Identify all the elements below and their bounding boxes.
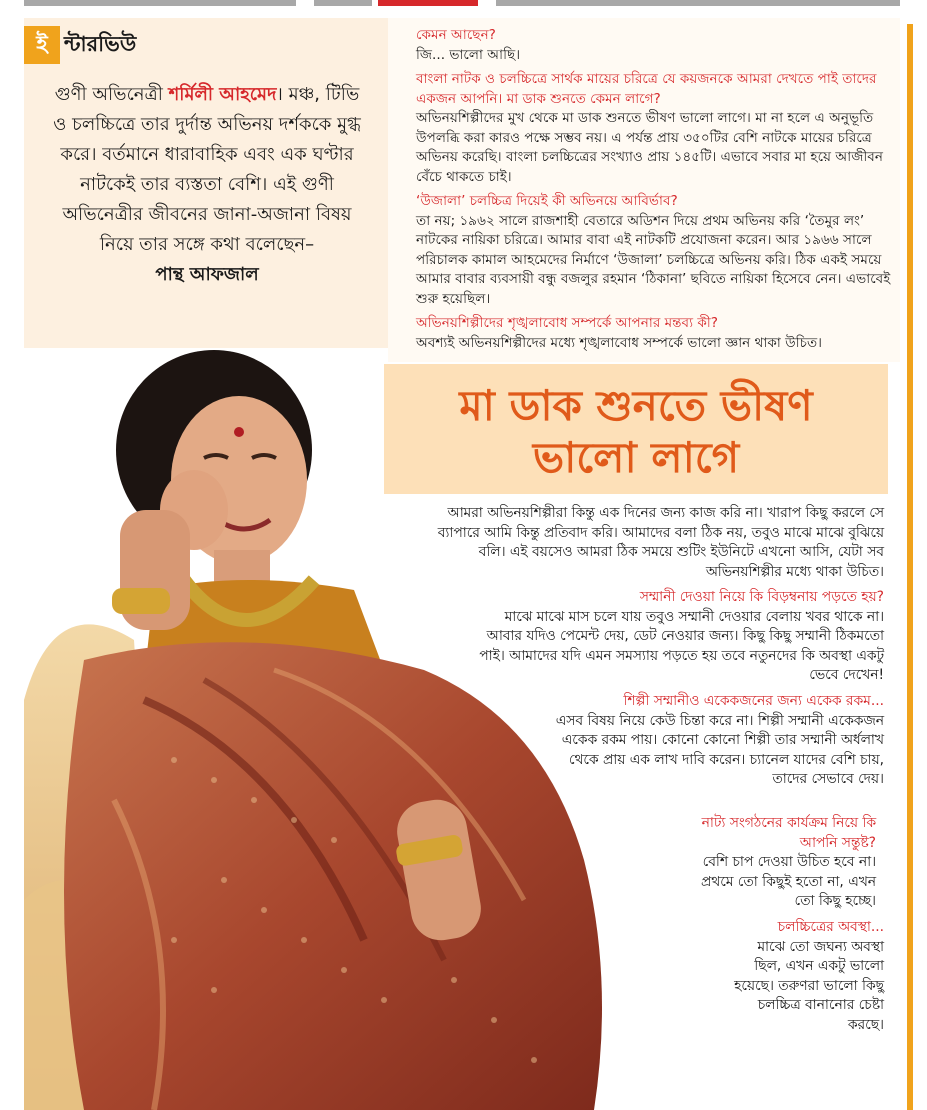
answer-discipline	[410, 504, 884, 582]
intro-lead: গুণী অভিনেত্রী	[54, 84, 169, 105]
answer: আমরা অভিনয়শিল্পীরা কিন্তু এক দিনের জন্য কাজ করি না। খারাপ কিছু করলে সে ব্যাপারে আমি কিন্তু প্রতিবাদ করি। আমাদের বলা ঠিক নয়, তবুও মাঝে মাঝে বুঝিয়ে বলি। এই বয়সেও আমরা ঠিক সময়ে শুটিং ইউনিটে এখনো আসি, যেটা সব অভিনয়শিল্পীর মধ্যে থাকা উচিত।	[437, 505, 884, 580]
qa-bottom-3	[530, 692, 884, 790]
question: ‘উজালা’ চলচ্চিত্র দিয়েই কী অভিনয়ে আবির্ভাব?	[416, 193, 678, 209]
qa-top-1	[416, 26, 894, 65]
answer: মাঝে তো জঘন্য অবস্থা ছিল, এখন একটু ভালো হয়েছে। তরুণরা ভালো কিছু চলচ্চিত্র বানানোর চেষ্টা করছে।	[734, 938, 884, 1033]
question: কেমন আছেন?	[416, 27, 496, 43]
answer: তা নয়; ১৯৬২ সালে রাজশাহী বেতারে অডিশন দিয়ে প্রথম অভিনয় করি ‘তৈমুর লং’ নাটকের নায়িকা চরিত্রে। আমার বাবা এই নাটকটি প্রযোজনা করেন। আর ১৯৬৬ সালে পরিচালক কামাল আহমেদের নির্মাণে ‘উজালা’ চলচ্চিত্রে অভিনয় করি। ঠিক একই সময়ে আমার বাবার ব্যবসায়ী বন্ধু বজলুর রহমান ‘ঠিকানা’ ছবিতে নায়িকা হিসেবে নেন। এভাবেই শুরু হয়েছিল।	[416, 212, 891, 307]
top-strip-gray-mid	[314, 0, 372, 6]
question: শিল্পী সম্মানীও একেকজনের জন্য একেক রকম...	[623, 693, 884, 709]
qa-bottom-5	[730, 918, 884, 1036]
byline: পান্থ আফজাল	[155, 264, 259, 285]
qa-bottom-4	[680, 814, 876, 912]
answer: জি... ভালো আছি।	[416, 46, 521, 63]
answer: এসব বিষয় নিয়ে কেউ চিন্তা করে না। শিল্পী সম্মানী একেকজন একেক রকম পায়। কোনো কোনো শিল্পী তার সম্মানী অর্ধলাখ থেকে প্রায় এক লাখ দাবি করেন। চ্যানেল যাদের বেশি চায়, তাদের সেভাবে দেয়।	[555, 712, 884, 788]
answer: অভিনয়শিল্পীদের মুখ থেকে মা ডাক শুনতে ভীষণ ভালো লাগে। মা না হলে এ অনুভূতি উপলব্ধি করা কারও পক্ষে সম্ভব নয়। এ পর্যন্ত প্রায় ৩৫০টির বেশি নাটকে মায়ের চরিত্রে অভিনয় করেছি। বাংলা চলচ্চিত্রের সংখ্যাও প্রায় ১৪৫টি। এভাবে সবার মা হয়ে আজীবন বেঁচে থাকতে চাই।	[416, 110, 883, 185]
question: চলচ্চিত্রের অবস্থা...	[777, 919, 884, 935]
section-tag	[24, 26, 136, 64]
top-strip-gray-right	[496, 0, 900, 6]
headline-line-1: মা ডাক শুনতে ভীষণ	[459, 381, 813, 430]
qa-top-3	[416, 192, 894, 310]
top-strip-red	[378, 0, 478, 6]
intro-body: । মঞ্চ, টিভি ও চলচ্চিত্রে তার দুর্দান্ত অভিনয় দর্শককে মুগ্ধ করে। বর্তমানে ধারাবাহিক এবং এক ঘণ্টার নাটকেই তার ব্যস্ততা বেশি। এই গুণী অভিনেত্রীর জীবনের জানা-অজানা বিষয় নিয়ে তার সঙ্গে কথা বলেছেন–	[53, 84, 361, 255]
section-tag-label: ন্টারভিউ	[64, 31, 137, 56]
question: বাংলা নাটক ও চলচ্চিত্রে সার্থক মায়ের চরিত্রে যে কয়জনকে আমরা দেখতে পাই তাদের একজন আপনি। মা ডাক শুনতে কেমন লাগে?	[416, 71, 877, 107]
right-edge-rule	[907, 24, 913, 1110]
interviewee-name: শর্মিলী আহমেদ	[168, 84, 277, 105]
answer: মাঝে মাঝে মাস চলে যায় তবুও সম্মানী দেওয়ার বেলায় খবর থাকে না। আবার যদিও পেমেন্ট দেয়, ডেট নেওয়ার জন্য। কিছু কিছু সম্মানী ঠিকমতো পাই। আমাদের যদি এমন সমস্যায় পড়তে হয় তবে নতুনদের কি অবস্থা একটু ভেবে দেখেন!	[479, 608, 884, 684]
intro-text	[48, 80, 366, 290]
answer: অবশ্যই অভিনয়শিল্পীদের মধ্যে শৃঙ্খলাবোধ সম্পর্কে ভালো জ্ঞান থাকা উচিত।	[416, 334, 822, 351]
question: অভিনয়শিল্পীদের শৃঙ্খলাবোধ সম্পর্কে আপনার মন্তব্য কী?	[416, 315, 718, 331]
qa-bottom-2	[470, 588, 884, 686]
question: নাট্য সংগঠনের কার্যক্রম নিয়ে কি আপনি সন্তুষ্ট?	[701, 815, 876, 851]
question: সম্মানী দেওয়া নিয়ে কি বিড়ম্বনায় পড়তে হয়?	[639, 589, 884, 605]
section-tag-letter: ই	[24, 26, 60, 64]
qa-top-2	[416, 70, 894, 188]
top-strip-gray-left	[24, 0, 296, 6]
answer: বেশি চাপ দেওয়া উচিত হবে না। প্রথমে তো কিছুই হতো না, এখন তো কিছু হচ্ছে।	[700, 854, 876, 910]
headline-line-2: ভালো লাগে	[532, 433, 740, 482]
